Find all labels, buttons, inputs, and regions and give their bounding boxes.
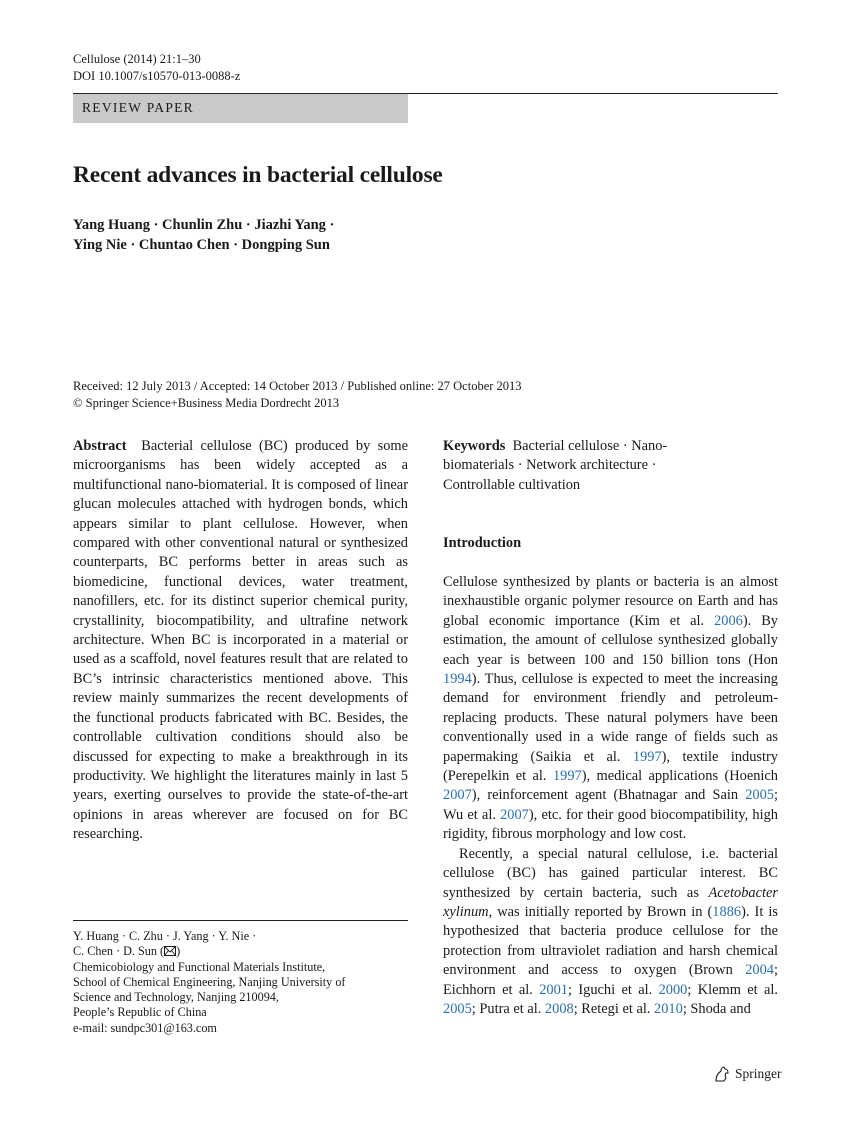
keywords-line: biomaterials · Network architecture · [443, 457, 657, 474]
springer-horse-icon [713, 1065, 731, 1083]
journal-header [73, 51, 240, 85]
author-list [73, 215, 334, 255]
citation-link[interactable]: 1997 [552, 768, 582, 785]
publication-dates [73, 378, 522, 411]
footnote-rule [73, 920, 408, 921]
author-line: Ying Nie · Chuntao Chen · Dongping Sun [73, 237, 330, 253]
section-band [73, 94, 408, 123]
paragraph: Recently, a special natural cellulose, i.e. bacterial cellulose (BC) has gained particular interest. BC synthesized by certain bacteria, such as Acetobacter xylinum, was initially reported by Brown in (1886). It is hypothesized that bacteria produce cellulose for the protection from ultraviolet radiation and harsh chemical environment and access to oxygen (Brown 2004; Eichhorn et al. 2001; Iguchi et al. 2000; Klemm et al. 2005; Putra et al. 2008; Retegi et al. 2010; Shoda and [443, 845, 778, 1017]
paragraph: Cellulose synthesized by plants or bacteria is an almost inexhaustible organic polymer resource on Earth and has global economic importance (Kim et al. 2006). By estimation, the amount of cellulose synthesized globally each year is between 100 and 150 billion tons (Hon 1994). Thus, cellulose is expected to meet the increasing demand for environment friendly and petroleum-replacing products. These natural polymers have been conventionally used in a wide range of fields such as papermaking (Saikia et al. 1997), textile industry (Perepelkin et al. 1997), medical applications (Hoenich 2007), reinforcement agent (Bhatnagar and Sain 2005; Wu et al. 2007), etc. for their good biocompatibility, high rigidity, fibrous morphology and low cost. [443, 574, 778, 843]
doi: DOI 10.1007/s10570-013-0088-z [73, 69, 241, 83]
citation-link[interactable]: 1994 [443, 671, 472, 688]
citation-link[interactable]: 2007 [500, 806, 529, 823]
keywords-line: Bacterial cellulose · Nano- [512, 438, 668, 454]
mail-icon[interactable] [164, 946, 176, 956]
citation-link[interactable]: 2010 [654, 1000, 683, 1017]
publisher-name: Springer [735, 1066, 782, 1081]
copyright-line: © Springer Science+Business Media Dordrecht 2013 [73, 395, 340, 410]
section-label: REVIEW PAPER [82, 100, 194, 115]
citation-link[interactable]: 2001 [539, 981, 568, 998]
citation-link[interactable]: 2007 [443, 787, 472, 804]
journal-citation: Cellulose (2014) 21:1–30 [73, 52, 201, 66]
species-name: Acetobacter xylinum [443, 884, 778, 920]
abstract-text: Bacterial cellulose (BC) produced by some microorganisms has been widely accepted as a multifunctional nano-biomaterial. It is composed of linear glucan molecules attached with hydrogen bonds, which appears similar to plant cellulose. However, when compared with other conventional natural or synthesized counterparts, BC performs better in areas such as biomedicine, functional devices, water treatment, nanofillers, etc. for its distinct superior chemical purity, crystallinity, biocompatibility, and ultrafine network architecture. When BC is incorporated in a material or used as a scaffold, novel features result that are related to BC’s intrinsic characteristics mentioned above. This review mainly summarizes the recent developments of the functional products fabricated with BC. Besides, the controllable cultivation conditions should also be discussed for expecting to make a breakthrough in its productivity. We highlight the literatures mainly in last 5 years, exerting ourselves to provide the state-of-the-art opinions in areas wherever are focused on for BC researching. [73, 438, 408, 843]
citation-link[interactable]: 1997 [632, 748, 662, 765]
abstract [73, 437, 408, 845]
citation-link[interactable]: 2005 [745, 787, 774, 804]
paper-title: Recent advances in bacterial cellulose [73, 162, 443, 188]
abstract-label: Abstract [73, 438, 127, 454]
keywords-line: Controllable cultivation [443, 476, 581, 493]
date-line: Received: 12 July 2013 / Accepted: 14 October 2013 / Published online: 27 October 2013 [73, 379, 522, 393]
keywords [443, 437, 778, 495]
citation-link[interactable]: 1886 [712, 903, 742, 920]
publisher-logo [713, 1065, 782, 1083]
email[interactable]: e-mail: sundpc301@163.com [73, 1020, 217, 1035]
citation-link[interactable]: 2008 [544, 1000, 574, 1017]
keywords-label: Keywords [443, 438, 506, 454]
citation-link[interactable]: 2006 [714, 612, 743, 629]
author-affiliation: Y. Huang · C. Zhu · J. Yang · Y. Nie · C. Chen · D. Sun ( ) Chemicobiology and Functional Materials Institute, School of Chemical Engineering, Nanjing University of Science and Technology, Nanjing 210094, People’s Republic of China e-mail: sundpc301@163.com [73, 929, 346, 1035]
citation-link[interactable]: 2000 [658, 981, 688, 998]
introduction-body [443, 573, 778, 1019]
citation-link[interactable]: 2004 [745, 962, 774, 979]
citation-link[interactable]: 2005 [443, 1000, 472, 1017]
author-line: Yang Huang · Chunlin Zhu · Jiazhi Yang · [73, 217, 335, 233]
section-heading: Introduction [443, 535, 522, 551]
